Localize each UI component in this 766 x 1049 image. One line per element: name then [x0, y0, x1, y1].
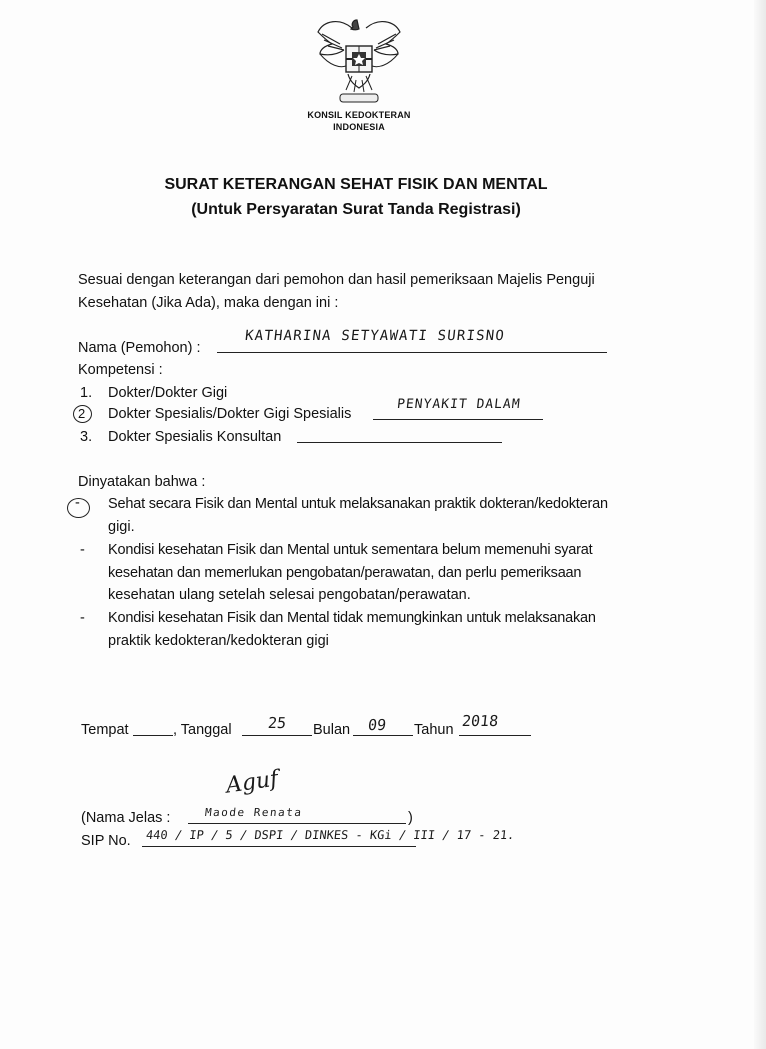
competence-item3-num: 3.: [80, 429, 93, 445]
year-label: Tahun: [414, 722, 454, 738]
document-subtitle: (Untuk Persyaratan Surat Tanda Registrasi): [191, 201, 521, 218]
garuda-emblem-icon: [312, 14, 406, 106]
competence-item1-num: 1.: [80, 385, 93, 401]
place-label: Tempat: [81, 722, 129, 738]
sip-label: SIP No.: [81, 833, 131, 849]
month-value: 09: [367, 716, 388, 734]
org-name-line2: INDONESIA: [333, 122, 385, 132]
document-title: SURAT KETERANGAN SEHAT FISIK DAN MENTAL: [164, 176, 548, 193]
signature-name-line: [188, 823, 406, 824]
day-line: [242, 735, 312, 736]
competence-item2-text: Dokter Spesialis/Dokter Gigi Spesialis: [108, 406, 352, 422]
applicant-name-value: KATHARINA SETYAWATI SURISNO: [244, 328, 506, 344]
year-line: [459, 735, 531, 736]
option2-line2: kesehatan dan memerlukan pengobatan/perawatan, dan perlu pemeriksaan: [108, 565, 582, 581]
signature-name-value: Maode Renata: [204, 806, 304, 819]
signature-name-close: ): [408, 810, 413, 826]
page-edge: [754, 0, 766, 1049]
option2-line3: kesehatan ulang setelah selesai pengobatan/perawatan.: [108, 587, 471, 603]
month-line: [353, 735, 413, 736]
option1-bullet: -: [75, 495, 80, 511]
option2-bullet: -: [80, 542, 85, 558]
option2-line1: Kondisi kesehatan Fisik dan Mental untuk sementara belum memenuhi syarat: [108, 542, 593, 558]
option3-line2: praktik kedokteran/kedokteran gigi: [108, 633, 329, 649]
intro-line1: Sesuai dengan keterangan dari pemohon dan hasil pemeriksaan Majelis Penguji: [78, 272, 595, 288]
date-label: , Tanggal: [173, 722, 232, 738]
sip-line: [142, 846, 416, 847]
org-name-line1: KONSIL KEDOKTERAN: [307, 110, 411, 120]
applicant-name-label: Nama (Pemohon) :: [78, 340, 201, 356]
option3-line1: Kondisi kesehatan Fisik dan Mental tidak memungkinkan untuk melaksanakan: [108, 610, 596, 626]
intro-line2: Kesehatan (Jika Ada), maka dengan ini :: [78, 295, 339, 311]
statement-label: Dinyatakan bahwa :: [78, 474, 206, 490]
place-line: [133, 735, 173, 736]
competence-item3-text: Dokter Spesialis Konsultan: [108, 429, 282, 445]
month-label: Bulan: [313, 722, 351, 738]
option3-bullet: -: [80, 610, 85, 626]
option1-line1: Sehat secara Fisik dan Mental untuk melaksanakan praktik dokteran/kedokteran: [108, 496, 608, 512]
day-value: 25: [267, 714, 288, 732]
competence-item1-text: Dokter/Dokter Gigi: [108, 385, 228, 401]
specialty-line: [373, 419, 543, 420]
option1-line2: gigi.: [108, 519, 135, 535]
applicant-name-line: [217, 352, 607, 353]
competence-item2-num: 2: [78, 406, 86, 421]
signature-name-label: (Nama Jelas :: [81, 810, 171, 826]
signature-mark: Aguf: [224, 766, 280, 799]
consultant-line: [297, 442, 502, 443]
year-value: 2018: [461, 712, 500, 730]
competence-label: Kompetensi :: [78, 362, 163, 378]
specialty-value: PENYAKIT DALAM: [396, 397, 522, 412]
sip-value: 440 / IP / 5 / DSPI / DINKES - KGi / III / 17 - 21.: [145, 828, 516, 842]
